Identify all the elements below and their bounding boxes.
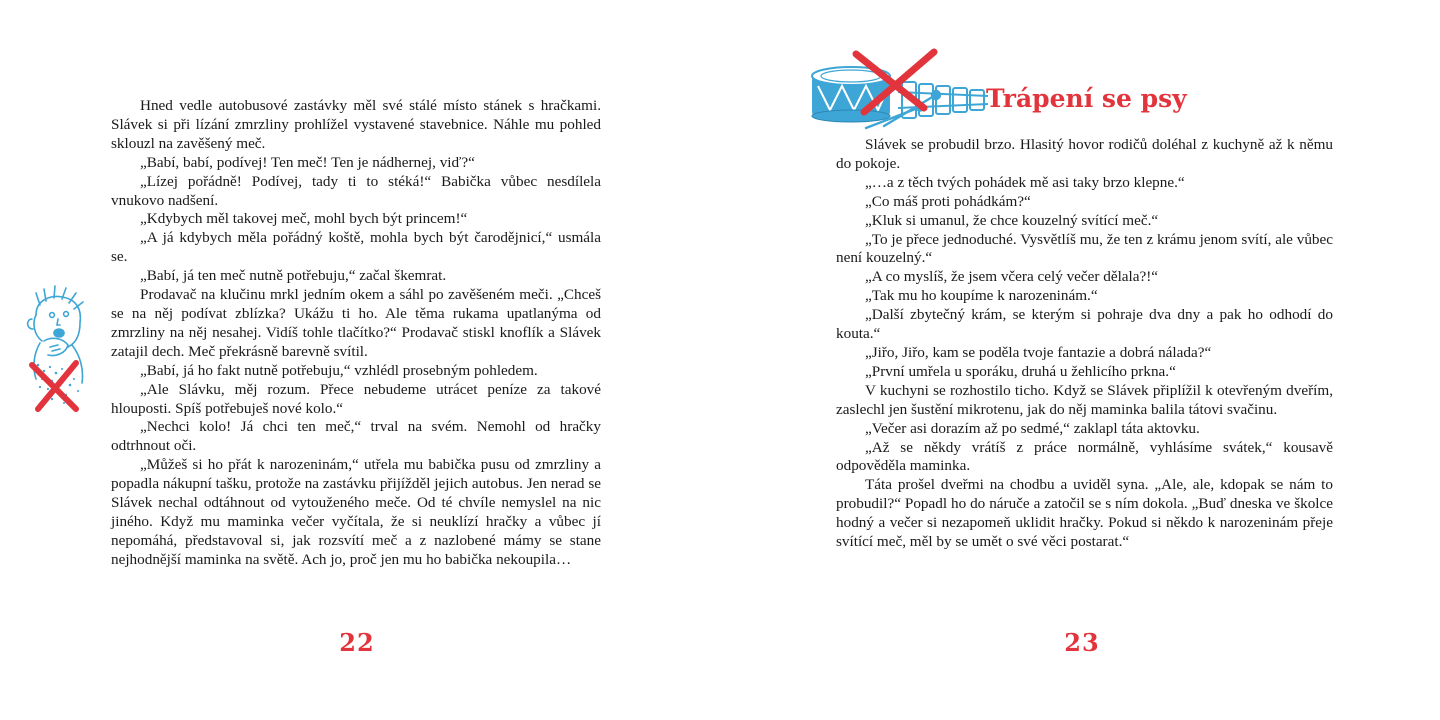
paragraph: „To je přece jednoduché. Vysvětlíš mu, že ten z krámu jenom svítí, ale vůbec není kouzelný.“ xyxy=(836,230,1333,267)
paragraph: „Až se někdy vrátíš z práce normálně, vyhlásíme svátek,“ kousavě odpověděla maminka. xyxy=(836,438,1333,475)
paragraph: „Nechci kolo! Já chci ten meč,“ trval na svém. Nemohl od hračky odtrhnout oči. xyxy=(111,418,601,455)
paragraph: „Kluk si umanul, že chce kouzelný svítící meč.“ xyxy=(865,211,1159,229)
paragraph: „…a z těch tvých pohádek mě asi taky brzo klepne.“ xyxy=(865,173,1185,191)
paragraph: Táta prošel dveřmi na chodbu a uviděl syna. „Ale, ale, kdopak se nám to probudil?“ Popadl ho do náruče a zatočil se s ním dokola. „Buď dneska ve školce hodný a večer si nezapomeň uklidit hračky. Pokud si někdo k narozeninám přeje svítící meč, měl by se umět o své věci postarat.“ xyxy=(836,476,1333,551)
paragraph: V kuchyni se rozhostilo ticho. Když se Slávek připlížil k otevřeným dveřím, zaslechl jen šustění mikrotenu, jak do něj maminka balila tátovi svačinu. xyxy=(836,381,1333,418)
paragraph: „Babí, babí, podívej! Ten meč! Ten je nádhernej, viď?“ xyxy=(140,153,475,171)
paragraph: „Jiřo, Jiřo, kam se poděla tvoje fantazie a dobrá nálada?“ xyxy=(865,343,1212,361)
paragraph: Slávek se probudil brzo. Hlasitý hovor rodičů doléhal z kuchyně až k němu do pokoje. xyxy=(836,136,1333,172)
right-page-text xyxy=(836,136,1333,552)
paragraph: „A já kdybych měla pořádný koště, mohla bych být čarodějnicí,“ usmála se. xyxy=(111,229,601,266)
paragraph: „Další zbytečný krám, se kterým si pohraje dva dny a pak ho odhodí do kouta.“ xyxy=(836,306,1333,343)
paragraph: „Babí, já ten meč nutně potřebuju,“ začal škemrat. xyxy=(140,267,447,285)
right-page xyxy=(720,0,1440,720)
paragraph: Hned vedle autobusové zastávky měl své stálé místo stánek s hračkami. Slávek si při lízání zmrzliny prohlížel vystavené stavebnice. Náhle mu pohled sklouzl na zavěšený meč. xyxy=(111,97,601,152)
chapter-title: Trápení se psy xyxy=(986,84,1187,113)
paragraph: „Babí, já ho fakt nutně potřebuju,“ vzhlédl prosebným pohledem. xyxy=(140,361,538,379)
paragraph: „Můžeš si ho přát k narozeninám,“ utřela mu babička pusu od zmrzliny a popadla nákupní tašku, protože na zastávku přijížděl jejich autobus. Jen nerad se Slávek nechal odtáhnout od vytouženého meče. Od té chvíle nemyslel na nic jiného. Když mu maminka večer vyčítala, že si neuklízí hračky a vůbec jí nepomáhá, představoval si, jak rozsvítí meč a z nazlobené mámy se stane nejhodnější maminka na světě. Ach jo, proč jen mu ho babička nekoupila… xyxy=(111,456,601,568)
paragraph: „Tak mu ho koupíme k narozeninám.“ xyxy=(865,287,1098,305)
paragraph: „Ale Slávku, měj rozum. Přece nebudeme utrácet peníze za takové hlouposti. Spíš potřebuješ nové kolo.“ xyxy=(111,380,601,417)
paragraph: „Večer asi dorazím až po sedmé,“ zaklapl táta aktovku. xyxy=(865,419,1200,437)
paragraph: „Lízej pořádně! Podívej, tady ti to stéká!“ Babička vůbec nesdílela vnukovo nadšení. xyxy=(111,172,601,209)
paragraph: Prodavač na klučinu mrkl jedním okem a sáhl po zavěšeném meči. „Chceš se na něj podívat zblízka? Ukážu ti ho. Ale těma rukama upatlanýma od zmrzliny na něj nesahej. Vidíš tohle tlačítko?“ Prodavač stiskl knoflík a Slávek zatajil dech. Meč překrásně barevně svítil. xyxy=(111,286,601,360)
page-number: 22 xyxy=(339,628,375,657)
paragraph: „Co máš proti pohádkám?“ xyxy=(865,192,1031,210)
paragraph: „První umřela u sporáku, druhá u žehlicího prkna.“ xyxy=(865,362,1176,380)
drum-and-xylophone-crossed-icon xyxy=(806,46,992,130)
paragraph: „A co myslíš, že jsem včera celý večer dělala?!“ xyxy=(865,268,1159,286)
paragraph: „Kdybych měl takovej meč, mohl bych být princem!“ xyxy=(140,210,468,228)
boy-eating-icecream-crossed-icon xyxy=(22,283,108,415)
left-page-text xyxy=(111,97,601,570)
page-number: 23 xyxy=(1064,628,1100,657)
